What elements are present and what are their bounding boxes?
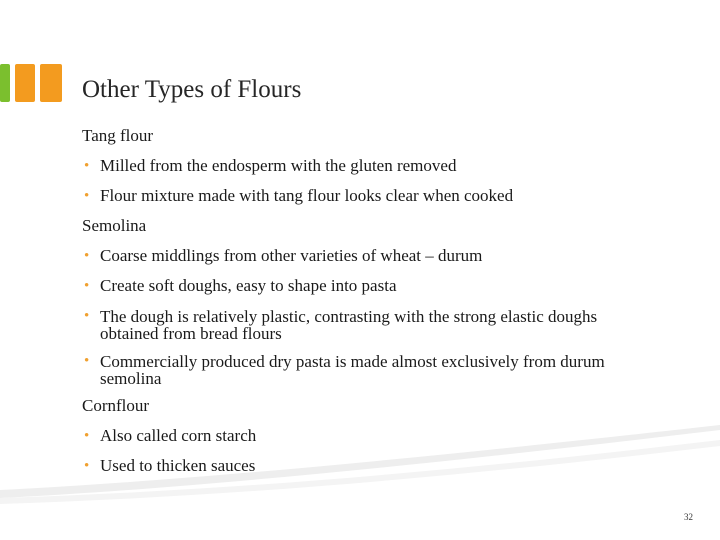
bullet-item: • The dough is relatively plastic, contrasting with the strong elastic doughs obtained from bread flours <box>84 307 598 343</box>
bullet-item: • Create soft doughs, easy to shape into pasta <box>82 274 682 304</box>
bullet-item: • Also called corn starch <box>82 424 682 454</box>
bullet-item: • Milled from the endosperm with the gluten removed <box>82 154 682 184</box>
slide-title: Other Types of Flours <box>82 76 302 103</box>
bullet-icon: • <box>84 188 90 204</box>
orange-bar-2 <box>40 64 62 102</box>
slide-body <box>82 124 682 484</box>
page-number: 32 <box>684 512 693 522</box>
section-heading-cornflour: Cornflour <box>82 396 150 415</box>
green-bar-1 <box>0 64 10 102</box>
orange-bar-1 <box>15 64 35 102</box>
bullet-icon: • <box>84 278 90 294</box>
bullet-icon: • <box>84 308 90 324</box>
bullet-item: • Flour mixture made with tang flour looks clear when cooked <box>82 184 682 214</box>
bullet-icon: • <box>84 428 90 444</box>
bullet-icon: • <box>84 158 90 174</box>
section-heading-semolina: Semolina <box>82 216 147 235</box>
bullet-item: • Coarse middlings from other varieties of wheat – durum <box>82 244 682 274</box>
bullet-icon: • <box>84 458 90 474</box>
section-heading-tang: Tang flour <box>82 126 154 145</box>
bullet-item: • Commercially produced dry pasta is made almost exclusively from durum semolina <box>84 352 605 388</box>
bullet-icon: • <box>84 248 90 264</box>
bullet-item: • Used to thicken sauces <box>82 454 682 484</box>
bullet-icon: • <box>84 353 90 369</box>
